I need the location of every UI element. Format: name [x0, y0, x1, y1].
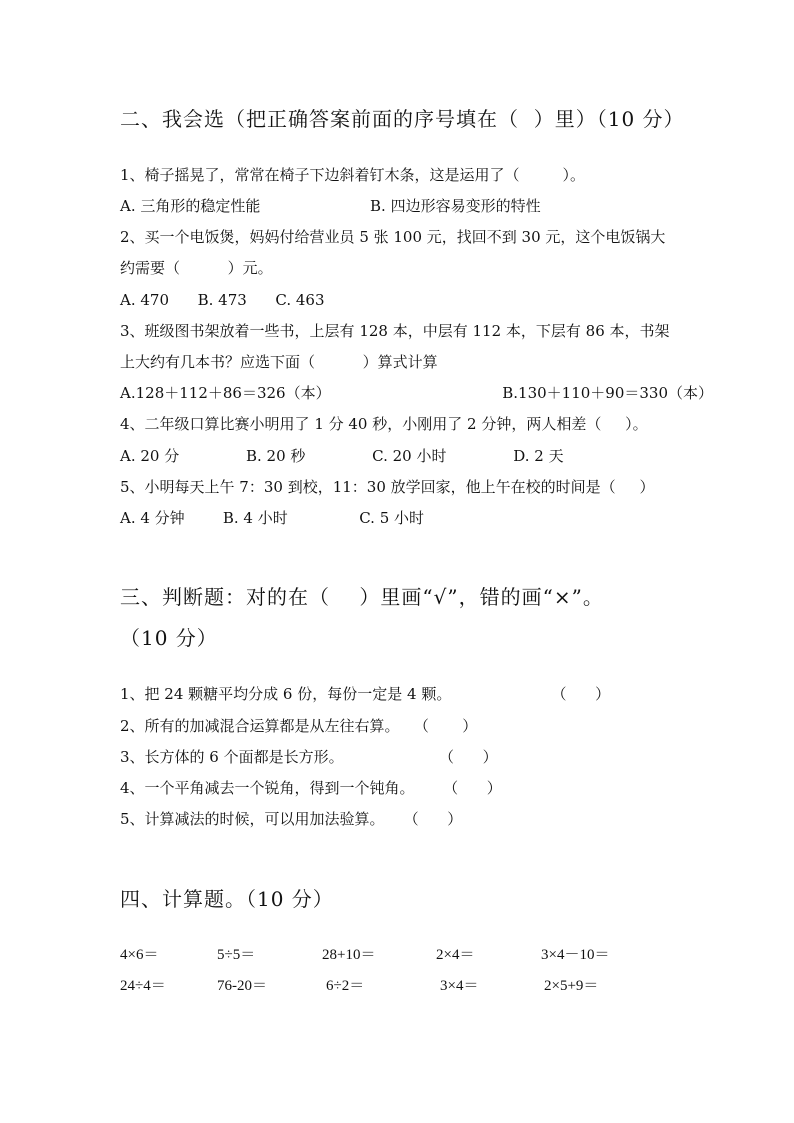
- q2-3-options: A.128＋112＋86＝326（本） B.130＋110＋90＝330（本）: [120, 384, 713, 402]
- q2-3-stem-line2: 上大约有几本书？应选下面（ ）算式计算: [120, 353, 438, 371]
- q2-3-stem-line1: 3、班级图书架放着一些书，上层有 128 本，中层有 112 本，下层有 86 本，书架: [120, 322, 670, 340]
- calc-item: 2×4＝: [436, 947, 475, 963]
- calc-item: 3×4＝: [440, 978, 479, 994]
- section-2-title: 二、我会选（把正确答案前面的序号填在（ ）里）（10 分）: [120, 107, 685, 131]
- calc-item: 76-20＝: [217, 978, 267, 994]
- calc-item: 6÷2＝: [326, 978, 365, 994]
- calc-item: 5÷5＝: [217, 947, 256, 963]
- section-3-title-line1: 三、判断题：对的在（ ）里画“√”，错的画“×”。: [120, 585, 604, 609]
- q2-2-options: A. 470 B. 473 C. 463: [120, 291, 325, 309]
- q2-5-stem: 5、小明每天上午 7：30 到校，11：30 放学回家，他上午在校的时间是（ ）: [120, 478, 655, 496]
- section-3-title-line2: （10 分）: [120, 626, 218, 650]
- section-4-title: 四、计算题。（10 分）: [120, 887, 334, 911]
- calc-item: 24÷4＝: [120, 978, 166, 994]
- q2-4-options: A. 20 分 B. 20 秒 C. 20 小时 D. 2 天: [120, 447, 564, 465]
- q2-2-stem-line2: 约需要（ ）元。: [120, 259, 273, 277]
- q2-1-stem: 1、椅子摇晃了，常常在椅子下边斜着钉木条，这是运用了（ ）。: [120, 166, 585, 184]
- q2-5-options: A. 4 分钟 B. 4 小时 C. 5 小时: [120, 509, 425, 527]
- calc-item: 3×4－10＝: [541, 947, 610, 963]
- q3-3: 3、长方体的 6 个面都是长方形。 （ ）: [120, 748, 498, 766]
- q3-2: 2、所有的加减混合运算都是从左往右算。 （ ）: [120, 717, 478, 735]
- calc-item: 2×5+9＝: [544, 978, 599, 994]
- q2-4-stem: 4、二年级口算比赛小明用了 1 分 40 秒，小刚用了 2 分钟，两人相差（ ）。: [120, 415, 648, 433]
- q3-1: 1、把 24 颗糖平均分成 6 份，每份一定是 4 颗。 （ ）: [120, 685, 611, 703]
- q2-2-stem-line1: 2、买一个电饭煲，妈妈付给营业员 5 张 100 元，找回不到 30 元，这个电饭锅大: [120, 228, 666, 246]
- calc-item: 4×6＝: [120, 947, 159, 963]
- q3-5: 5、计算减法的时候，可以用加法验算。 （ ）: [120, 810, 463, 828]
- q3-4: 4、一个平角减去一个锐角，得到一个钝角。 （ ）: [120, 779, 502, 797]
- calc-item: 28+10＝: [322, 947, 376, 963]
- q2-1-options: A. 三角形的稳定性能 B. 四边形容易变形的特性: [120, 197, 541, 215]
